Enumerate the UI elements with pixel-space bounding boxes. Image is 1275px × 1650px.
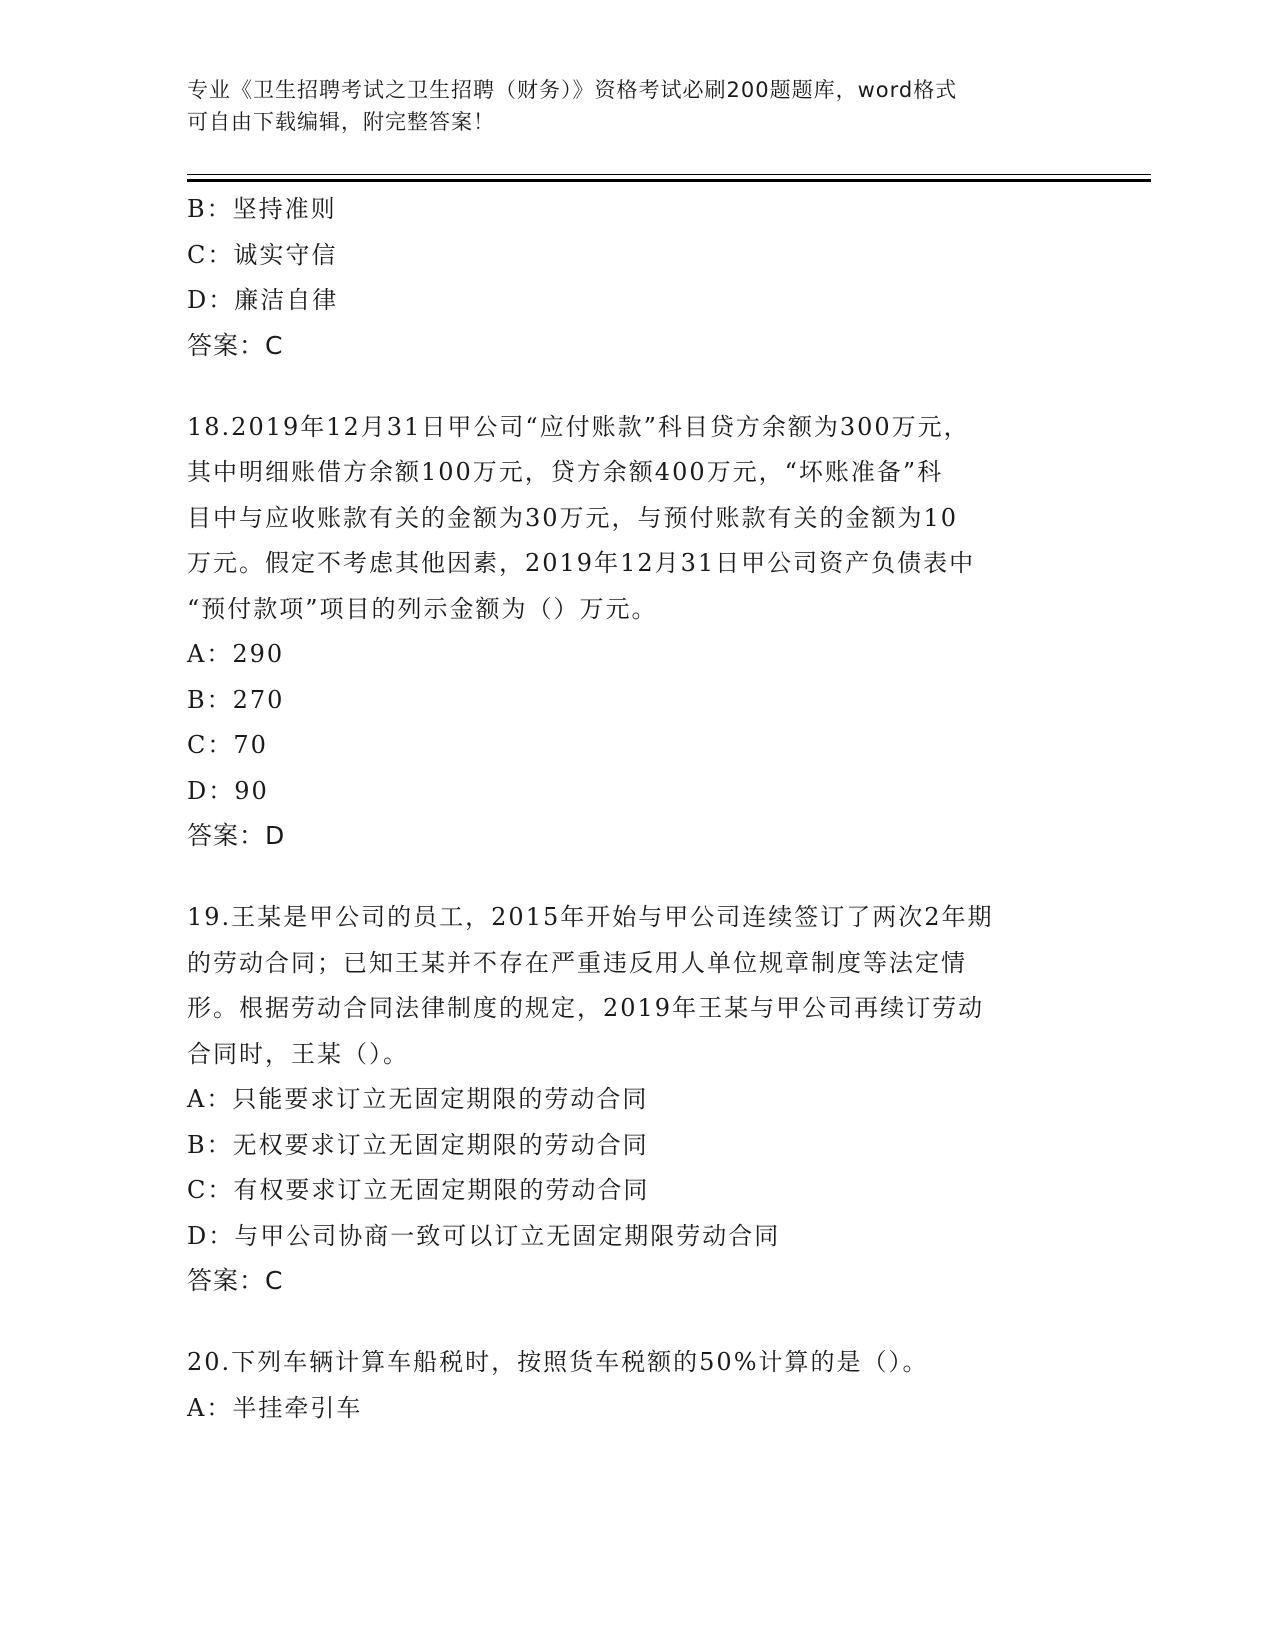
question-stem-line: “预付款项”项目的列示金额为（）万元。	[187, 594, 658, 623]
header-divider-thin	[187, 174, 1151, 175]
question-list	[187, 187, 1087, 1431]
option-b: B：无权要求订立无固定期限的劳动合同	[187, 1130, 649, 1159]
question-18	[187, 405, 1087, 859]
question-stem-line: 目中与应收账款有关的金额为30万元，与预付账款有关的金额为10	[187, 503, 959, 532]
option-c: C：70	[187, 731, 268, 759]
question-stem-line: 20.下列车辆计算车船税时，按照货车税额的50%计算的是（）。	[187, 1348, 929, 1376]
option-b: B：270	[187, 685, 285, 714]
option-a: A：只能要求订立无固定期限的劳动合同	[187, 1085, 649, 1113]
answer-line: 答案：C	[187, 1266, 284, 1295]
header-title-line-1: 专业《卫生招聘考试之卫生招聘（财务）》资格考试必刷200题题库，word格式	[187, 78, 958, 102]
question-stem-line: 的劳动合同；已知王某并不存在严重违反用人单位规章制度等法定情	[187, 948, 967, 977]
question-20	[187, 1340, 1087, 1431]
option-c: C：诚实守信	[187, 240, 338, 269]
answer-line: 答案：C	[187, 330, 284, 360]
header-divider-thick	[187, 179, 1151, 182]
question-stem-line: 其中明细账借方余额100万元，贷方余额400万元，“坏账准备”科	[187, 458, 944, 486]
option-a: A：290	[187, 640, 285, 668]
answer-line: 答案：D	[187, 821, 286, 850]
option-c: C：有权要求订立无固定期限的劳动合同	[187, 1176, 650, 1204]
spacer	[187, 368, 1087, 405]
question-stem-line: 合同时，王某（）。	[187, 1039, 409, 1068]
question-17	[187, 187, 1087, 368]
question-stem-line: 万元。假定不考虑其他因素，2019年12月31日甲公司资产负债表中	[187, 549, 976, 577]
question-stem	[187, 895, 1087, 1077]
question-19	[187, 895, 1087, 1303]
question-stem-line: 19.王某是甲公司的员工，2015年开始与甲公司连续签订了两次2年期	[187, 903, 994, 931]
spacer	[187, 1303, 1087, 1340]
question-stem-line: 形。根据劳动合同法律制度的规定，2019年王某与甲公司再续订劳动	[187, 994, 985, 1022]
option-d: D：90	[187, 776, 269, 805]
option-a: A：半挂牵引车	[187, 1393, 363, 1422]
question-stem	[187, 405, 1087, 633]
option-d: D：与甲公司协商一致可以订立无固定期限劳动合同	[187, 1221, 781, 1250]
option-b: B：坚持准则	[187, 195, 337, 223]
spacer	[187, 858, 1087, 895]
option-d: D：廉洁自律	[187, 286, 339, 314]
header-title-line-2: 可自由下载编辑，附完整答案！	[187, 110, 495, 134]
question-stem-line: 18.2019年12月31日甲公司“应付账款”科目贷方余额为300万元，	[187, 412, 970, 441]
page-header	[187, 74, 1067, 138]
